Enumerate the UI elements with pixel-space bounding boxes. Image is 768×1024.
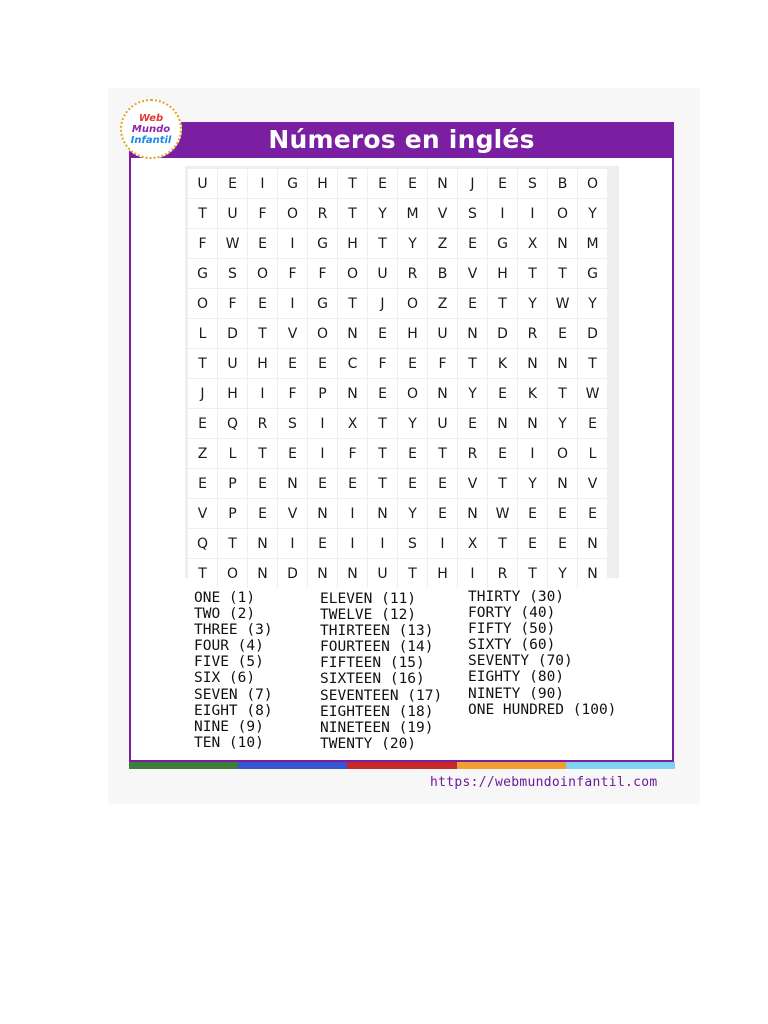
grid-cell: U [368,259,397,288]
grid-cell: T [188,349,217,378]
word-list-item: NINE (9) [194,718,264,735]
grid-cell: G [308,289,337,318]
word-list-item: FIFTY (50) [468,621,556,638]
grid-cell: N [428,169,457,198]
grid-cell: E [398,349,427,378]
grid-cell: B [548,169,577,198]
word-list-item: FOURTEEN (14) [320,639,434,656]
grid-cell: N [278,469,307,498]
grid-cell: Z [428,229,457,258]
grid-cell: T [578,349,607,378]
grid-cell: N [338,319,367,348]
grid-cell: R [308,199,337,228]
page-title: Números en inglés [268,125,535,154]
grid-cell: O [548,199,577,228]
grid-cell: W [218,229,247,258]
grid-cell: T [428,439,457,468]
grid-cell: T [338,289,367,318]
word-list-item: FIVE (5) [194,654,264,671]
grid-cell: Y [578,289,607,318]
grid-cell: E [518,499,547,528]
grid-cell: H [308,169,337,198]
grid-cell: R [398,259,427,288]
grid-cell: N [548,229,577,258]
grid-cell: I [248,379,277,408]
grid-cell: T [218,529,247,558]
grid-cell: N [458,319,487,348]
brand-logo [120,99,182,159]
grid-cell: N [548,349,577,378]
color-stripe-bar [129,762,675,769]
grid-cell: N [338,559,367,588]
grid-cell: I [278,289,307,318]
grid-cell: E [218,169,247,198]
grid-cell: H [398,319,427,348]
grid-cell: P [218,469,247,498]
grid-cell: W [548,289,577,318]
grid-cell: O [218,559,247,588]
word-search-grid [188,169,607,588]
grid-cell: E [458,229,487,258]
grid-cell: T [458,349,487,378]
word-list-item: THREE (3) [194,622,273,639]
grid-cell: N [248,529,277,558]
grid-cell: E [488,379,517,408]
grid-cell: S [398,529,427,558]
grid-cell: I [518,199,547,228]
grid-cell: O [188,289,217,318]
grid-cell: L [188,319,217,348]
grid-cell: T [518,259,547,288]
grid-cell: E [428,499,457,528]
grid-cell: O [398,289,427,318]
grid-cell: Y [548,409,577,438]
grid-cell: N [548,469,577,498]
word-list-item: SEVENTEEN (17) [320,687,443,704]
grid-cell: T [488,469,517,498]
grid-cell: E [248,499,277,528]
grid-cell: T [518,559,547,588]
grid-cell: P [218,499,247,528]
grid-cell: I [428,529,457,558]
grid-cell: U [218,349,247,378]
grid-cell: J [188,379,217,408]
grid-cell: U [428,319,457,348]
grid-cell: J [368,289,397,318]
grid-cell: Y [518,289,547,318]
grid-cell: Y [458,379,487,408]
color-stripe-segment [347,762,456,769]
grid-cell: O [578,169,607,198]
grid-cell: O [338,259,367,288]
grid-cell: M [398,199,427,228]
word-list-item: SIX (6) [194,670,256,687]
grid-cell: O [278,199,307,228]
grid-cell: F [368,349,397,378]
grid-cell: H [428,559,457,588]
grid-cell: T [338,169,367,198]
grid-cell: E [518,529,547,558]
grid-cell: W [578,379,607,408]
grid-cell: I [308,439,337,468]
grid-cell: I [488,199,517,228]
grid-cell: T [368,409,397,438]
word-list-item: TWELVE (12) [320,607,417,624]
logo-text-mundo: Mundo [131,123,171,135]
grid-cell: N [518,349,547,378]
grid-cell: E [428,469,457,498]
grid-cell: D [578,319,607,348]
grid-cell: W [488,499,517,528]
grid-cell: E [578,499,607,528]
grid-cell: N [308,499,337,528]
grid-cell: Z [428,289,457,318]
word-list-item: SEVEN (7) [194,686,273,703]
color-stripe-segment [129,762,238,769]
grid-cell: H [248,349,277,378]
grid-cell: F [428,349,457,378]
grid-cell: Q [218,409,247,438]
word-list-item: SIXTEEN (16) [320,671,425,688]
grid-cell: X [338,409,367,438]
word-list-item: TWO (2) [194,606,256,623]
grid-cell: G [488,229,517,258]
grid-cell: T [368,229,397,258]
logo-text-infantil: Infantil [130,134,172,146]
word-search-grid-container [185,166,619,582]
grid-cell: V [188,499,217,528]
grid-cell: V [278,319,307,348]
grid-cell: Y [518,469,547,498]
grid-cell: R [458,439,487,468]
grid-cell: E [548,499,577,528]
grid-cell: T [248,319,277,348]
grid-cell: E [248,469,277,498]
grid-cell: E [458,289,487,318]
grid-cell: R [518,319,547,348]
grid-cell: E [278,439,307,468]
word-list-item: FORTY (40) [468,605,556,622]
grid-cell: N [368,499,397,528]
grid-cell: T [368,469,397,498]
grid-cell: G [278,169,307,198]
grid-cell: E [248,289,277,318]
word-list-item: ELEVEN (11) [320,591,417,607]
grid-cell: T [548,379,577,408]
grid-cell: V [578,469,607,498]
grid-cell: O [308,319,337,348]
grid-cell: U [218,199,247,228]
grid-cell: D [218,319,247,348]
grid-cell: N [338,379,367,408]
word-list-item: NINETY (90) [468,685,565,702]
word-list-column-3 [468,589,616,718]
grid-cell: E [278,349,307,378]
word-list-item: EIGHTY (80) [468,669,565,686]
word-list-item: TWENTY (20) [320,735,417,752]
grid-cell: E [308,349,337,378]
grid-cell: U [188,169,217,198]
grid-cell: Q [188,529,217,558]
grid-cell: T [398,559,427,588]
grid-cell: N [578,559,607,588]
footer-url: https://webmundoinfantil.com [430,775,658,790]
grid-cell: L [218,439,247,468]
grid-cell: E [548,529,577,558]
grid-cell: K [488,349,517,378]
grid-cell: M [578,229,607,258]
grid-cell: K [518,379,547,408]
word-list-item: EIGHTEEN (18) [320,703,434,720]
grid-cell: T [368,439,397,468]
color-stripe-segment [238,762,347,769]
grid-cell: E [188,469,217,498]
word-list-column-1 [194,590,273,751]
grid-cell: N [428,379,457,408]
grid-cell: I [518,439,547,468]
grid-cell: S [278,409,307,438]
grid-cell: E [188,409,217,438]
grid-cell: N [458,499,487,528]
grid-cell: S [218,259,247,288]
grid-cell: L [578,439,607,468]
grid-cell: I [338,529,367,558]
grid-cell: N [578,529,607,558]
grid-cell: G [578,259,607,288]
grid-cell: F [278,379,307,408]
grid-cell: E [368,169,397,198]
grid-cell: D [278,559,307,588]
grid-cell: N [488,409,517,438]
grid-cell: U [368,559,397,588]
word-list-item: NINETEEN (19) [320,719,434,736]
grid-cell: E [368,319,397,348]
grid-cell: G [188,259,217,288]
grid-cell: F [188,229,217,258]
grid-cell: I [278,529,307,558]
word-list-item: FIFTEEN (15) [320,655,425,672]
grid-cell: Y [398,499,427,528]
word-list-item: ONE (1) [194,590,256,606]
grid-cell: Y [398,229,427,258]
grid-cell: E [398,439,427,468]
grid-cell: G [308,229,337,258]
word-list-item: THIRTY (30) [468,589,565,605]
grid-cell: T [338,199,367,228]
grid-cell: E [308,529,337,558]
grid-cell: E [308,469,337,498]
grid-cell: P [308,379,337,408]
word-list-item: TEN (10) [194,734,264,751]
grid-cell: H [488,259,517,288]
grid-cell: I [368,529,397,558]
grid-cell: T [188,559,217,588]
grid-cell: E [458,409,487,438]
grid-cell: E [488,169,517,198]
title-banner [129,122,674,158]
grid-cell: U [428,409,457,438]
grid-cell: V [458,259,487,288]
word-list-item: SEVENTY (70) [468,653,573,670]
grid-cell: V [278,499,307,528]
grid-cell: O [548,439,577,468]
grid-cell: X [458,529,487,558]
grid-cell: F [248,199,277,228]
grid-cell: F [218,289,247,318]
grid-cell: E [248,229,277,258]
grid-cell: I [458,559,487,588]
grid-cell: I [338,499,367,528]
grid-cell: H [338,229,367,258]
grid-cell: E [488,439,517,468]
grid-cell: H [218,379,247,408]
grid-cell: Y [398,409,427,438]
grid-cell: F [338,439,367,468]
grid-cell: S [458,199,487,228]
grid-cell: T [248,439,277,468]
grid-cell: E [398,169,427,198]
word-list-item: SIXTY (60) [468,637,556,654]
grid-cell: Y [578,199,607,228]
word-list-column-2 [320,591,442,752]
grid-cell: Y [548,559,577,588]
logo-text-web: Web [138,112,164,124]
grid-cell: I [308,409,337,438]
color-stripe-segment [566,762,675,769]
grid-cell: E [368,379,397,408]
grid-cell: N [518,409,547,438]
grid-cell: T [488,289,517,318]
grid-cell: I [278,229,307,258]
grid-cell: N [308,559,337,588]
grid-cell: E [338,469,367,498]
grid-cell: R [488,559,517,588]
grid-cell: R [248,409,277,438]
grid-cell: D [488,319,517,348]
grid-cell: B [428,259,457,288]
grid-cell: O [248,259,277,288]
grid-cell: V [458,469,487,498]
grid-cell: O [398,379,427,408]
grid-cell: Z [188,439,217,468]
color-stripe-segment [457,762,566,769]
grid-cell: I [248,169,277,198]
grid-cell: N [248,559,277,588]
word-list-item: THIRTEEN (13) [320,623,434,640]
grid-cell: E [548,319,577,348]
grid-cell: E [398,469,427,498]
grid-cell: T [548,259,577,288]
grid-cell: J [458,169,487,198]
grid-cell: V [428,199,457,228]
grid-cell: C [338,349,367,378]
grid-cell: F [278,259,307,288]
grid-cell: T [188,199,217,228]
word-list-item: EIGHT (8) [194,702,273,719]
word-list-item: FOUR (4) [194,638,264,655]
grid-cell: Y [368,199,397,228]
grid-cell: T [488,529,517,558]
grid-cell: E [578,409,607,438]
grid-cell: X [518,229,547,258]
grid-cell: S [518,169,547,198]
word-list-item: ONE HUNDRED (100) [468,701,617,718]
grid-cell: F [308,259,337,288]
